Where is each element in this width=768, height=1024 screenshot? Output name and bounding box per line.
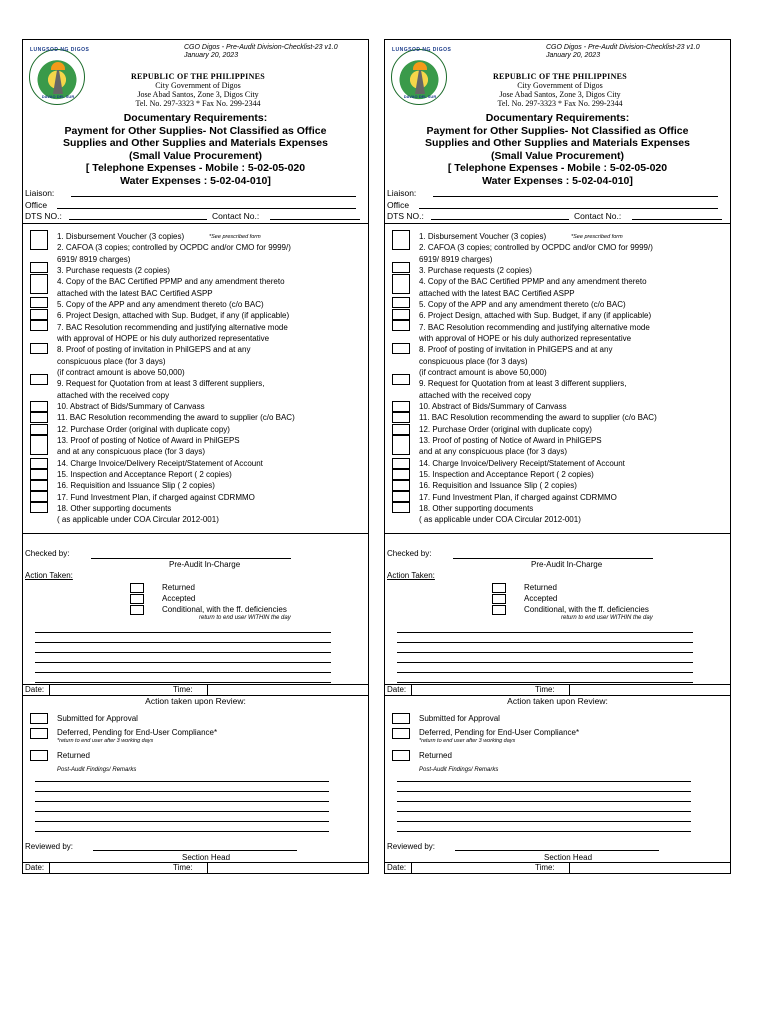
submitted-label: Submitted for Approval	[57, 714, 138, 723]
requirement-item: 2. CAFOA (3 copies; controlled by OCPDC and/or CMO for 9999/)	[57, 243, 291, 253]
requirement-item: 3. Purchase requests (2 copies)	[57, 266, 170, 275]
divider	[385, 862, 730, 863]
conditional-checkbox[interactable]	[130, 605, 144, 615]
title-line: Documentary Requirements:	[485, 112, 630, 124]
title-line: [ Telephone Expenses - Mobile : 5-02-05-020	[447, 162, 668, 174]
requirement-checkbox[interactable]	[392, 343, 410, 354]
city-seal-icon	[29, 47, 90, 105]
title-line: Supplies and Other Supplies and Materials Expenses	[425, 137, 690, 149]
divider	[23, 862, 368, 863]
requirement-checkbox[interactable]	[392, 309, 410, 320]
time-label: Time:	[173, 685, 193, 694]
requirement-checkbox[interactable]	[30, 320, 48, 331]
requirement-checkbox[interactable]	[392, 491, 410, 502]
returned-review-checkbox[interactable]	[30, 750, 48, 761]
deficiency-line[interactable]	[397, 672, 693, 673]
requirement-item: 15. Inspection and Acceptance Report ( 2 copies)	[57, 470, 232, 479]
requirement-checkbox[interactable]	[30, 374, 48, 385]
remarks-line[interactable]	[397, 801, 691, 802]
requirement-item: 16. Requisition and Issuance Slip ( 2 copies)	[57, 481, 215, 491]
reviewed-by-field[interactable]	[455, 850, 659, 851]
prescribed-form-note: *See prescribed form	[571, 234, 623, 240]
requirement-item: attached with the received copy	[57, 390, 170, 400]
requirement-item: conspicuous place (for 3 days)	[419, 356, 528, 366]
requirement-checkbox[interactable]	[392, 469, 410, 480]
returned-label: Returned	[162, 583, 195, 592]
pre-audit-label: Pre-Audit In-Charge	[169, 560, 241, 569]
ref-code: CGO Digos - Pre-Audit Division-Checklist-23 v1.0	[546, 44, 700, 51]
deferred-label: Deferred, Pending for End-User Compliance*	[419, 728, 580, 737]
seal-sun	[413, 62, 427, 70]
deficiency-line[interactable]	[397, 632, 693, 633]
letterhead	[440, 72, 680, 108]
seal-road	[415, 70, 425, 94]
title-line: [ Telephone Expenses - Mobile : 5-02-05-020	[85, 162, 306, 174]
title-line: Payment for Other Supplies- Not Classified as Office	[426, 124, 689, 137]
requirement-checkbox[interactable]	[30, 274, 48, 294]
requirement-item: 7. BAC Resolution recommending and justifying alternative mode	[57, 322, 288, 332]
dts-field[interactable]	[69, 219, 207, 220]
requirement-checkbox[interactable]	[392, 412, 410, 423]
requirement-checkbox[interactable]	[30, 491, 48, 502]
requirement-checkbox[interactable]	[392, 480, 410, 491]
seal-road	[53, 70, 63, 94]
ref-date: January 20, 2023	[546, 52, 601, 59]
section-head-label: Section Head	[182, 853, 231, 862]
office-label: Office	[387, 200, 410, 210]
requirement-checkbox[interactable]	[30, 424, 48, 435]
requirement-checkbox[interactable]	[30, 480, 48, 491]
date-label: Date:	[25, 863, 45, 872]
reviewed-by-label: Reviewed by:	[387, 842, 436, 851]
pre-audit-label: Pre-Audit In-Charge	[531, 560, 603, 569]
contact-label: Contact No.:	[212, 211, 260, 221]
requirement-item: 14. Charge Invoice/Delivery Receipt/Statement of Account	[419, 458, 625, 468]
office-field[interactable]	[57, 208, 356, 209]
requirement-checkbox[interactable]	[392, 230, 410, 250]
requirement-checkbox[interactable]	[30, 309, 48, 320]
time-label: Time:	[535, 685, 555, 694]
conditional-label: Conditional, with the ff. deficiencies	[524, 605, 649, 614]
city-line: City Government of Digos	[155, 81, 241, 90]
review-title: Action taken upon Review:	[145, 696, 246, 706]
requirement-checkbox[interactable]	[392, 374, 410, 385]
address-line: Jose Abad Santos, Zone 3, Digos City	[499, 90, 621, 99]
requirement-checkbox[interactable]	[30, 297, 48, 308]
deficiency-line[interactable]	[35, 632, 331, 633]
title-line: Payment for Other Supplies- Not Classified as Office	[64, 124, 327, 137]
returned-review-checkbox[interactable]	[392, 750, 410, 761]
deficiency-line[interactable]	[397, 682, 693, 683]
requirement-checkbox[interactable]	[392, 274, 410, 294]
submitted-label: Submitted for Approval	[419, 714, 500, 723]
seal-bottom-text: DAVAO DEL SUR	[41, 94, 75, 99]
divider	[49, 862, 50, 873]
divider	[23, 533, 368, 534]
requirement-item: 5. Copy of the APP and any amendment thereto (c/o BAC)	[57, 300, 264, 309]
requirement-item: 6919/ 8919 charges)	[419, 254, 493, 264]
remarks-line[interactable]	[35, 791, 329, 792]
reviewed-by-label: Reviewed by:	[25, 842, 74, 851]
date-label: Date:	[387, 685, 407, 694]
requirement-checkbox[interactable]	[30, 469, 48, 480]
requirement-item: 14. Charge Invoice/Delivery Receipt/Statement of Account	[57, 458, 263, 468]
ref-date: January 20, 2023	[184, 52, 239, 59]
remarks-line[interactable]	[397, 791, 691, 792]
remarks-line[interactable]	[35, 781, 329, 782]
requirement-item: (if contract amount is above 50,000)	[57, 368, 185, 377]
requirement-item: 17. Fund Investment Plan, if charged against CDRMMO	[57, 492, 255, 502]
deficiency-line[interactable]	[35, 662, 331, 663]
requirement-checkbox[interactable]	[30, 262, 48, 273]
return-note: return to end user WITHIN the day	[199, 615, 291, 621]
requirement-item: 11. BAC Resolution recommending the award to supplier (c/o BAC)	[57, 413, 295, 423]
requirement-item: attached with the received copy	[419, 390, 532, 400]
requirement-item: 13. Proof of posting of Notice of Award in PhilGEPS	[419, 436, 602, 445]
requirement-checkbox[interactable]	[392, 262, 410, 273]
conditional-label: Conditional, with the ff. deficiencies	[162, 605, 287, 614]
requirement-checkbox[interactable]	[392, 297, 410, 308]
deferred-checkbox[interactable]	[30, 728, 48, 739]
requirement-item: 5. Copy of the APP and any amendment thereto (c/o BAC)	[419, 300, 626, 309]
remarks-line[interactable]	[35, 801, 329, 802]
liaison-label: Liaison:	[25, 188, 55, 198]
requirement-item: 6919/ 8919 charges)	[57, 254, 131, 264]
requirement-item: conspicuous place (for 3 days)	[57, 356, 166, 366]
contact-field[interactable]	[270, 219, 360, 220]
liaison-label: Liaison:	[387, 188, 417, 198]
deficiency-line[interactable]	[35, 642, 331, 643]
requirement-checkbox[interactable]	[30, 230, 48, 250]
requirement-checkbox[interactable]	[392, 458, 410, 469]
document-title	[385, 112, 730, 187]
return-note: return to end user WITHIN the day	[561, 615, 653, 621]
requirement-item: 12. Purchase Order (original with duplicate copy)	[419, 424, 592, 434]
remarks-line[interactable]	[35, 821, 329, 822]
ref-code: CGO Digos - Pre-Audit Division-Checklist-23 v1.0	[184, 44, 338, 51]
requirement-item: 16. Requisition and Issuance Slip ( 2 copies)	[419, 481, 577, 491]
dts-field[interactable]	[431, 219, 569, 220]
requirement-item: 9. Request for Quotation from at least 3 different suppliers,	[57, 379, 265, 389]
accepted-label: Accepted	[162, 594, 196, 603]
seal-top-text: LUNGSOD NG DIGOS	[30, 47, 90, 53]
seal-bottom-text: DAVAO DEL SUR	[403, 94, 437, 99]
title-line: (Small Value Procurement)	[128, 149, 263, 162]
deferred-checkbox[interactable]	[392, 728, 410, 739]
requirement-checkbox[interactable]	[392, 401, 410, 412]
requirement-item: 9. Request for Quotation from at least 3 different suppliers,	[419, 379, 627, 389]
returned-review-label: Returned	[57, 751, 90, 760]
document-title	[23, 112, 368, 187]
seal-top-text: LUNGSOD NG DIGOS	[392, 47, 452, 53]
divider	[23, 684, 368, 685]
requirement-item: 11. BAC Resolution recommending the award to supplier (c/o BAC)	[419, 413, 657, 423]
deficiency-line[interactable]	[397, 662, 693, 663]
requirement-checkbox[interactable]	[30, 502, 48, 513]
contact-label: Contact No.:	[574, 211, 622, 221]
requirement-item: 18. Other supporting documents	[419, 504, 534, 513]
requirement-item: 18. Other supporting documents	[57, 504, 172, 513]
requirement-checkbox[interactable]	[30, 412, 48, 423]
republic-line: REPUBLIC OF THE PHILIPPINES	[492, 72, 628, 81]
requirement-item: 10. Abstract of Bids/Summary of Canvass	[419, 402, 567, 411]
address-line: Jose Abad Santos, Zone 3, Digos City	[137, 90, 259, 99]
remarks-line[interactable]	[35, 811, 329, 812]
action-taken-label: Action Taken:	[25, 571, 73, 580]
requirement-checkbox[interactable]	[392, 435, 410, 455]
checked-by-field[interactable]	[91, 558, 291, 559]
requirement-item: with approval of HOPE or his duly authorized representative	[419, 334, 632, 343]
checked-by-label: Checked by:	[387, 549, 432, 558]
returned-checkbox[interactable]	[492, 583, 506, 593]
divider	[385, 684, 730, 685]
post-audit-label: Post-Audit Findings/ Remarks	[419, 767, 499, 773]
requirement-item: 1. Disbursement Voucher (3 copies)	[419, 232, 547, 241]
review-title: Action taken upon Review:	[507, 696, 608, 706]
requirement-checkbox[interactable]	[30, 343, 48, 354]
remarks-line[interactable]	[397, 821, 691, 822]
title-line: Water Expenses : 5-02-04-010]	[482, 174, 633, 187]
divider	[385, 533, 730, 534]
requirement-item: 4. Copy of the BAC Certified PPMP and any amendment thereto	[57, 277, 285, 287]
deficiency-line[interactable]	[397, 642, 693, 643]
deficiency-line[interactable]	[35, 672, 331, 673]
title-line: Documentary Requirements:	[123, 112, 268, 124]
requirement-item: 1. Disbursement Voucher (3 copies)	[57, 232, 185, 241]
checklist-form-right	[384, 39, 731, 874]
city-seal-icon	[391, 47, 452, 105]
requirement-checkbox[interactable]	[30, 458, 48, 469]
deficiency-line[interactable]	[35, 652, 331, 653]
requirement-checkbox[interactable]	[30, 435, 48, 455]
accepted-checkbox[interactable]	[492, 594, 506, 604]
checked-by-field[interactable]	[453, 558, 653, 559]
contact-field[interactable]	[632, 219, 722, 220]
requirement-item: with approval of HOPE or his duly authorized representative	[57, 334, 270, 343]
dts-label: DTS NO.:	[25, 211, 62, 221]
prescribed-form-note: *See prescribed form	[209, 234, 261, 240]
requirement-item: attached with the latest BAC Certified ASPP	[57, 288, 213, 298]
requirement-item: attached with the latest BAC Certified ASPP	[419, 288, 575, 298]
section-head-label: Section Head	[544, 853, 593, 862]
republic-line: REPUBLIC OF THE PHILIPPINES	[130, 72, 266, 81]
requirement-item: (if contract amount is above 50,000)	[419, 368, 547, 377]
requirement-item: ( as applicable under COA Circular 2012-001)	[419, 515, 581, 525]
requirement-checkbox[interactable]	[392, 424, 410, 435]
checked-by-label: Checked by:	[25, 549, 70, 558]
requirement-item: 8. Proof of posting of invitation in PhilGEPS and at any	[419, 345, 613, 355]
accepted-checkbox[interactable]	[130, 594, 144, 604]
requirement-item: 15. Inspection and Acceptance Report ( 2 copies)	[419, 470, 594, 479]
title-line: (Small Value Procurement)	[490, 149, 625, 162]
divider	[569, 684, 570, 695]
reference-code	[184, 44, 338, 60]
requirement-item: 4. Copy of the BAC Certified PPMP and any amendment thereto	[419, 277, 647, 287]
submitted-checkbox[interactable]	[392, 713, 410, 724]
tel-line: Tel. No. 297-3323 * Fax No. 299-2344	[497, 99, 623, 108]
requirement-item: 3. Purchase requests (2 copies)	[419, 266, 532, 275]
office-label: Office	[25, 200, 48, 210]
remarks-line[interactable]	[35, 831, 329, 832]
returned-review-label: Returned	[419, 751, 452, 760]
accepted-label: Accepted	[524, 594, 558, 603]
post-audit-label: Post-Audit Findings/ Remarks	[57, 767, 137, 773]
time-label: Time:	[173, 863, 193, 872]
checklist-form-left	[22, 39, 369, 874]
liaison-field[interactable]	[433, 196, 718, 197]
requirement-item: 6. Project Design, attached with Sup. Budget, if any (if applicable)	[419, 311, 652, 321]
time-label: Time:	[535, 863, 555, 872]
returned-checkbox[interactable]	[130, 583, 144, 593]
requirement-item: 8. Proof of posting of invitation in PhilGEPS and at any	[57, 345, 251, 355]
title-line: Water Expenses : 5-02-04-010]	[120, 174, 271, 187]
seal-sun	[51, 62, 65, 70]
date-label: Date:	[25, 685, 45, 694]
returned-label: Returned	[524, 583, 557, 592]
dts-label: DTS NO.:	[387, 211, 424, 221]
divider	[49, 684, 50, 695]
requirement-item: 17. Fund Investment Plan, if charged against CDRMMO	[419, 492, 617, 502]
requirement-item: 10. Abstract of Bids/Summary of Canvass	[57, 402, 205, 411]
requirement-item: 7. BAC Resolution recommending and justifying alternative mode	[419, 322, 650, 332]
reviewed-by-field[interactable]	[93, 850, 297, 851]
tel-line: Tel. No. 297-3323 * Fax No. 299-2344	[135, 99, 261, 108]
divider	[207, 862, 208, 873]
requirement-item: 13. Proof of posting of Notice of Award in PhilGEPS	[57, 436, 240, 445]
action-taken-label: Action Taken:	[387, 571, 435, 580]
divider	[23, 223, 368, 224]
divider	[207, 684, 208, 695]
requirement-checkbox[interactable]	[392, 320, 410, 331]
city-line: City Government of Digos	[517, 81, 603, 90]
conditional-checkbox[interactable]	[492, 605, 506, 615]
deferred-note: *return to end user after 3 working days	[57, 738, 154, 744]
requirement-item: 2. CAFOA (3 copies; controlled by OCPDC and/or CMO for 9999/)	[419, 243, 653, 253]
divider	[385, 223, 730, 224]
deferred-label: Deferred, Pending for End-User Compliance*	[57, 728, 218, 737]
reference-code	[546, 44, 700, 60]
deficiency-line[interactable]	[397, 652, 693, 653]
requirement-item: 12. Purchase Order (original with duplicate copy)	[57, 424, 230, 434]
remarks-line[interactable]	[397, 781, 691, 782]
requirement-checkbox[interactable]	[30, 401, 48, 412]
submitted-checkbox[interactable]	[30, 713, 48, 724]
remarks-line[interactable]	[397, 811, 691, 812]
requirement-item: 6. Project Design, attached with Sup. Budget, if any (if applicable)	[57, 311, 290, 321]
office-field[interactable]	[419, 208, 718, 209]
requirement-item: and at any conspicuous place (for 3 days)	[419, 447, 568, 457]
remarks-line[interactable]	[397, 831, 691, 832]
requirement-item: ( as applicable under COA Circular 2012-001)	[57, 515, 219, 525]
divider	[411, 684, 412, 695]
deferred-note: *return to end user after 3 working days	[419, 738, 516, 744]
date-label: Date:	[387, 863, 407, 872]
liaison-field[interactable]	[71, 196, 356, 197]
requirement-checkbox[interactable]	[392, 502, 410, 513]
letterhead	[78, 72, 318, 108]
deficiency-line[interactable]	[35, 682, 331, 683]
divider	[569, 862, 570, 873]
requirement-item: and at any conspicuous place (for 3 days)	[57, 447, 206, 457]
title-line: Supplies and Other Supplies and Materials Expenses	[63, 137, 328, 149]
divider	[411, 862, 412, 873]
